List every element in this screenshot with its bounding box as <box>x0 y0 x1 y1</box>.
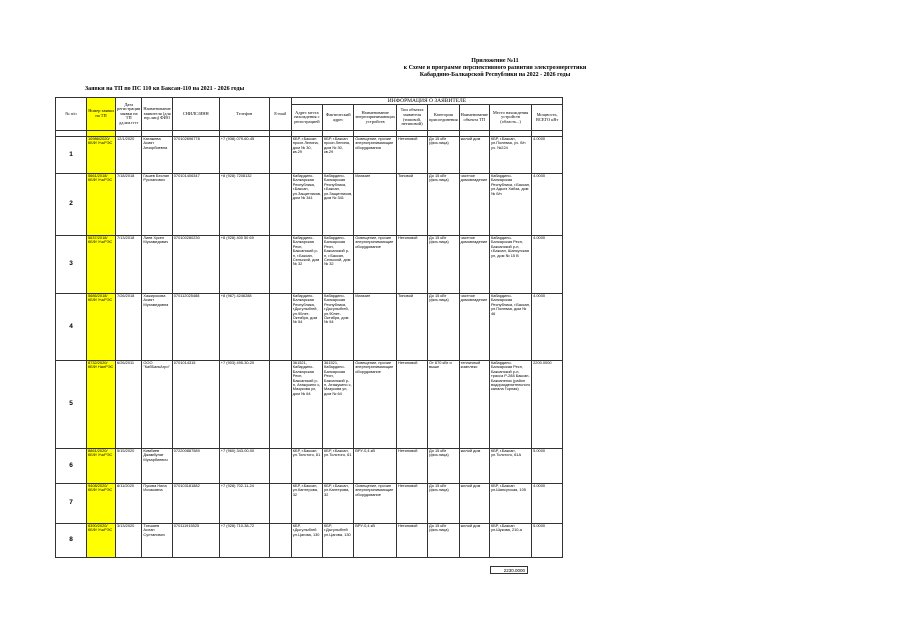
cell-device-location: Кабардино-Балкарская Респ, Баксанский р-н, трасса Р-288 Баксан-Баксаненок (район водоразделительного канала Горная) <box>489 361 531 449</box>
table-row <box>56 174 563 236</box>
cell-applicant-name: Гашев Беслан Русланович <box>142 174 172 236</box>
col-header-no: № п/п <box>56 98 87 131</box>
cell-object-type: Нетиповой <box>397 484 428 524</box>
cell-address-location: КБР, г.Баксан просп.Ленина, дом № 30, кв.29 <box>291 137 322 174</box>
table-title: Заявки на ТП по ПС 110 кв Баксан-110 на 2021 - 2026 годы <box>85 86 245 92</box>
table-row <box>56 449 563 484</box>
cell-address-location: КБР, г.Баксан, ул.Толстого, 61 <box>291 449 322 484</box>
cell-address-actual: КБР, г.Баксан просп.Ленина, дом № 30, кв.29 <box>323 137 354 174</box>
cell-connection-category: От 670 кВт и выше <box>428 361 460 449</box>
cell-request-number: 9408/2020/ КБФ/ УчкРЭС <box>87 484 116 524</box>
document-header <box>300 58 690 79</box>
cell-power-total: 4.0000 <box>532 294 563 361</box>
cell-object-type: Нетиповой <box>397 236 428 294</box>
cell-registration-date: 6/26/2011 <box>116 361 142 449</box>
cell-object-type: Нетиповой <box>397 137 428 174</box>
cell-registration-date: 7/13/2018 <box>116 236 142 294</box>
cell-power-total: 5.0000 <box>532 449 563 484</box>
cell-address-actual: КБР, г.Дыгулыбгей ул.Цагова, 130 <box>323 524 354 558</box>
cell-snils-inn: 070112025488 <box>172 294 219 361</box>
table-row <box>56 137 563 174</box>
cell-snils-inn: 072200887589 <box>172 449 219 484</box>
cell-address-location: Кабардино-Балкарская Республика, г.Дыгулыбгей, ул.90лет-Октября, дом № 54 <box>291 294 322 361</box>
cell-object-type: Нетиповой <box>397 524 428 558</box>
cell-object-name: ВРУ-0,4 кВ <box>354 449 397 484</box>
col-header-object-type: Тип объекта заявителя (типовой, нетиповой) <box>397 105 428 131</box>
cell-phone-number: +7 (903) 495-30-20 <box>219 361 269 449</box>
col-header-object-name2: Наименование объекта ТП <box>459 105 489 131</box>
cell-request-number: 5686/2018/ КБФ/ УчкРЭС <box>87 294 116 361</box>
applications-table <box>55 97 563 558</box>
cell-applicant-name: Катажева Асият Анзорбиевна <box>142 137 172 174</box>
cell-applicant-name: ООО "КабБалкАгро" <box>142 361 172 449</box>
col-header-info-group: ИНФОРМАЦИЯ О ЗАЯВИТЕЛЕ <box>291 98 562 105</box>
cell-address-actual: КБР, г.Баксан, ул.Кантерова, 32 <box>323 484 354 524</box>
cell-power-total: 4.0000 <box>532 137 563 174</box>
cell-row-number: 8 <box>56 524 87 558</box>
cell-connection-category: До 15 кВт (физ.лица) <box>428 137 460 174</box>
cell-request-number: 5661/2018/ КБФ/ УчкРЭС <box>87 174 116 236</box>
cell-address-actual: Кабардино-Балкарская Республика, г.Баксан, ул.Защитников, дом № 341 <box>323 174 354 236</box>
col-header-date: Дата регистрации заявки на ТП дд.мм.гггг <box>116 98 142 131</box>
cell-object-name: Освещение, прочие энергопринимающие оборудование <box>354 236 397 294</box>
cell-address-actual: Кабардино-Балкарская Респ, Баксанский р-н, г.Баксан, Сельской, дом № 32 <box>323 236 354 294</box>
cell-email <box>269 174 291 236</box>
col-header-snils: СНИЛС/ИНН <box>172 98 219 131</box>
cell-email <box>269 361 291 449</box>
cell-device-location: КБР, г.Баксан ул.Шапсугская, 105 <box>489 484 531 524</box>
cell-applicant-name: Лиев Хусен Мухамедович <box>142 236 172 294</box>
cell-device-location: Кабардино-Балкарская Республика, г.Баксан, ул.Адыгэ Хабза, дом № б/н <box>489 174 531 236</box>
cell-device-location: КБР, г.Баксан ул.Шукова, 210-а <box>489 524 531 558</box>
cell-object-type: Типовой <box>397 294 428 361</box>
cell-address-location: КБР, г.Баксан, ул.Кантерова, 32 <box>291 484 322 524</box>
cell-request-number: 10986/2020/ КБФ/ УчкРЭС <box>87 137 116 174</box>
cell-object-name: Освещение, прочие энергопринимающие оборудование <box>354 361 397 449</box>
cell-row-number: 6 <box>56 449 87 484</box>
appendix-line3: Кабардино-Балкарской Республики на 2022 - 2026 годы <box>419 72 571 78</box>
table-row <box>56 361 563 449</box>
cell-connection-category: До 15 кВт (физ.лица) <box>428 174 460 236</box>
cell-phone-number: +7 (928) 702-11-24 <box>219 484 269 524</box>
cell-object-type: Нетиповой <box>397 449 428 484</box>
cell-row-number: 5 <box>56 361 87 449</box>
cell-object-tp-name: тепличный комплекс <box>459 361 489 449</box>
cell-address-actual: Кабардино-Балкарская Республика, г.Дыгулыбгей, ул.90лет-Октября, дом № 54 <box>323 294 354 361</box>
table-row <box>56 294 563 361</box>
cell-connection-category: До 15 кВт (физ.лица) <box>428 449 460 484</box>
col-header-email: E-mail <box>269 98 291 131</box>
table-row <box>56 484 563 524</box>
cell-phone-number: +8 (967) 4246288 <box>219 294 269 361</box>
cell-registration-date: 3/13/2020 <box>116 524 142 558</box>
cell-power-total: 4.0000 <box>532 174 563 236</box>
cell-registration-date: 12/1/2020 <box>116 137 142 174</box>
cell-registration-date: 8/11/2020 <box>116 484 142 524</box>
cell-object-name: Освещение, прочие энергопринимающие оборудование <box>354 484 397 524</box>
cell-address-location: КБР, г.Дыгулыбгей ул.Цагова, 130 <box>291 524 322 558</box>
cell-object-tp-name: жилой дом <box>459 484 489 524</box>
col-header-category: Категория присоединения <box>428 105 460 131</box>
cell-snils-inn: 070102696778 <box>172 137 219 174</box>
cell-row-number: 3 <box>56 236 87 294</box>
cell-connection-category: До 15 кВт (физ.лица) <box>428 236 460 294</box>
cell-phone-number: +8 (928) 400 50 69 <box>219 236 269 294</box>
table-row <box>56 524 563 558</box>
cell-address-actual: КБР, г.Баксан, ул.Толстого, 61 <box>323 449 354 484</box>
cell-connection-category: До 15 кВт (физ.лица) <box>428 524 460 558</box>
cell-request-number: 8861/2020/ КБФ/ УчкРЭС <box>87 449 116 484</box>
cell-phone-number: +7 (960) 343-00-00 <box>219 449 269 484</box>
cell-applicant-name: Кимбиев Джамбулат Мухарбиевич <box>142 449 172 484</box>
cell-email <box>269 484 291 524</box>
cell-registration-date: 7/26/2018 <box>116 294 142 361</box>
cell-address-location: 361521, Кабардино-Балкарская Респ, Баксанский р-н, Атажукино с, Мазукова ул, дом № 64 <box>291 361 322 449</box>
cell-connection-category: До 15 кВт (физ.лица) <box>428 294 460 361</box>
cell-address-actual: 361521, Кабардино-Балкарская Респ, Баксанский р-н, Атажукино с, Мазукова ул, дом № 64 <box>323 361 354 449</box>
cell-object-tp-name: жилой дом <box>459 524 489 558</box>
cell-phone-number: +8 (928) 7208132 <box>219 174 269 236</box>
appendix-title: Приложение №11 <box>471 58 519 64</box>
cell-applicant-name: Хажирокова Асият Мухамедовна <box>142 294 172 361</box>
cell-object-tp-name: частное домовладение <box>459 236 489 294</box>
col-header-object-name: Наименование энергопринимающих устройств <box>354 105 397 131</box>
cell-object-name: ВРУ-0,4 кВ <box>354 524 397 558</box>
cell-object-tp-name: жилой дом <box>459 137 489 174</box>
cell-phone-number: +7 (928) 710-38-72 <box>219 524 269 558</box>
cell-phone-number: +7 (938) 079-60-45 <box>219 137 269 174</box>
cell-object-name: Магазин <box>354 294 397 361</box>
cell-request-number: 8390/2020/ КБФ/ УчкРЭС <box>87 524 116 558</box>
cell-row-number: 2 <box>56 174 87 236</box>
cell-power-total: 4.0000 <box>532 484 563 524</box>
col-header-power: Мощность, ВСЕГО кВт <box>532 105 563 131</box>
cell-address-location: Кабардино-Балкарская Республика, г.Баксан, ул.Защитников, дом № 341 <box>291 174 322 236</box>
cell-object-tp-name: жилой дом <box>459 449 489 484</box>
cell-snils-inn: 070111915525 <box>172 524 219 558</box>
cell-object-name: Освещение, прочие энергопринимающие оборудования <box>354 137 397 174</box>
col-header-number: Номер заявки на ТП <box>87 98 116 131</box>
cell-applicant-name: Пукова Нина Исхаковна <box>142 484 172 524</box>
cell-device-location: КБР, г.Баксан, ул.Полевая, уч. б/н уч. №224 <box>489 137 531 174</box>
col-header-phone: Телефон <box>219 98 269 131</box>
cell-object-name: Магазин <box>354 174 397 236</box>
cell-row-number: 1 <box>56 137 87 174</box>
cell-request-number: 8732/2020/ КБФ/ НалРЭС <box>87 361 116 449</box>
cell-email <box>269 449 291 484</box>
cell-snils-inn: 070100280230 <box>172 236 219 294</box>
cell-registration-date: 5/15/2020 <box>116 449 142 484</box>
col-header-addr-location: Адрес места нахождения с регистрацией <box>291 105 322 131</box>
table-row <box>56 236 563 294</box>
cell-registration-date: 7/18/2018 <box>116 174 142 236</box>
cell-snils-inn: 070103181882 <box>172 484 219 524</box>
col-header-addr-actual: Фактический адрес <box>323 105 354 131</box>
cell-row-number: 4 <box>56 294 87 361</box>
cell-applicant-name: Тхешаев Аслан Султанович <box>142 524 172 558</box>
cell-email <box>269 236 291 294</box>
cell-row-number: 7 <box>56 484 87 524</box>
cell-email <box>269 524 291 558</box>
cell-connection-category: До 15 кВт (физ.лица) <box>428 484 460 524</box>
cell-email <box>269 294 291 361</box>
cell-object-tp-name: частное домовладение <box>459 294 489 361</box>
cell-address-location: Кабардино-Балкарская Респ, Баксанский р-н, г.Баксан, Сельской, дом № 32 <box>291 236 322 294</box>
appendix-line2: к Схеме и программе перспективного развития электроэнергетики <box>403 65 587 71</box>
cell-object-type: Типовой <box>397 174 428 236</box>
cell-power-total: 5.0000 <box>532 524 563 558</box>
cell-power-total: 2200.0000 <box>532 361 563 449</box>
cell-object-type: Нетиповой <box>397 361 428 449</box>
cell-power-total: 4.0000 <box>532 236 563 294</box>
cell-snils-inn: 070101406347 <box>172 174 219 236</box>
total-power: 2230.0000 <box>490 566 528 574</box>
col-header-applicant: Наименование заявителя (для юр.лиц) ФИО <box>142 98 172 131</box>
cell-snils-inn: 0701014315 <box>172 361 219 449</box>
cell-device-location: Кабардино-Балкарская Республика, г.Баксан, ул.Полевая, дом № 46 <box>489 294 531 361</box>
col-header-device-location: Место нахождения устройств (область...) <box>489 105 531 131</box>
cell-device-location: КБР, г.Баксан, ул.Толстого, 61А <box>489 449 531 484</box>
cell-object-tp-name: частное домовладение <box>459 174 489 236</box>
cell-email <box>269 137 291 174</box>
cell-request-number: 5637/2018/ КБФ/ УчкРЭС <box>87 236 116 294</box>
cell-device-location: Кабардино-Балкарская Респ, Баксанский р-н, г.Баксан, Шапсугская ул, дом № 15 В <box>489 236 531 294</box>
